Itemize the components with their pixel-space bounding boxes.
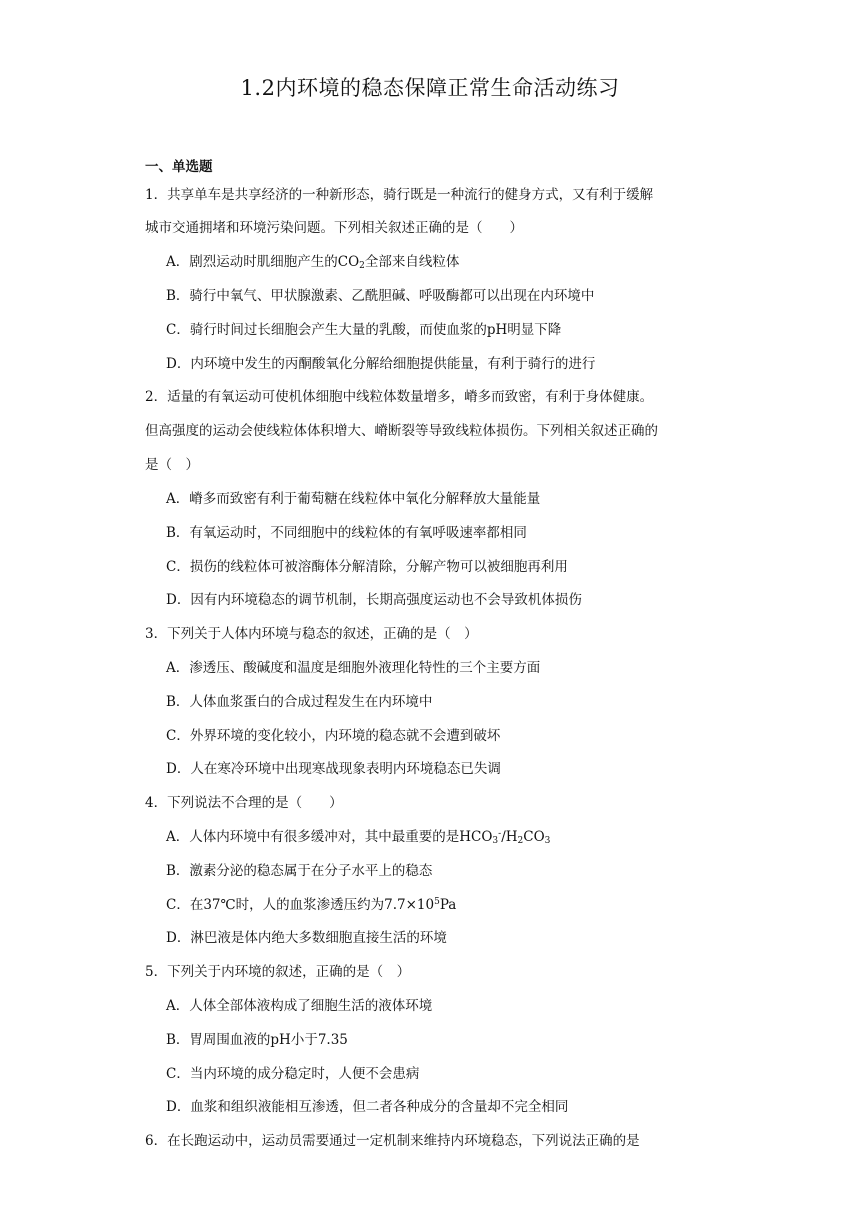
question-3-option-a: A．渗透压、酸碱度和温度是细胞外液理化特性的三个主要方面 [166,660,541,676]
question-1-line-2: 城市交通拥堵和环境污染问题。下列相关叙述正确的是（ ） [145,220,523,236]
question-1-option-a: A．剧烈运动时肌细胞产生的$CO_2$全部来自线粒体 [166,254,460,271]
question-4-option-b: B．激素分泌的稳态属于在分子水平上的稳态 [166,863,433,879]
question-3-option-c: C．外界环境的变化较小，内环境的稳态就不会遭到破坏 [166,728,501,744]
section-heading: 一、单选题 [145,159,213,175]
question-4-option-a: A．人体内环境中有很多缓冲对，其中最重要的是$HCO_3^-/H_2CO_3$ [166,829,551,846]
question-3-option-d: D．人在寒冷环境中出现寒战现象表明内环境稳态已失调 [166,761,501,777]
question-4-option-d: D．淋巴液是体内绝大多数细胞直接生活的环境 [166,930,447,946]
question-5-option-c: C．当内环境的成分稳定时，人便不会患病 [166,1066,420,1082]
page-title: 1.2内环境的稳态保障正常生命活动练习 [240,76,620,100]
question-1-line-1: 1．共享单车是共享经济的一种新形态，骑行既是一种流行的健身方式，又有利于缓解 [145,187,654,203]
question-2-line-1: 2．适量的有氧运动可使机体细胞中线粒体数量增多，嵴多而致密，有利于身体健康。 [145,389,654,405]
question-2-option-b: B．有氧运动时，不同细胞中的线粒体的有氧呼吸速率都相同 [166,525,527,541]
question-1-option-d: D．内环境中发生的丙酮酸氧化分解给细胞提供能量，有利于骑行的进行 [166,356,596,372]
question-2-line-3: 是（ ） [145,457,199,473]
question-4-option-c: C．在37℃时，人的血浆渗透压约为$7.7\times 10^5Pa$ [166,897,457,913]
question-5-option-d: D．血浆和组织液能相互渗透，但二者各种成分的含量却不完全相同 [166,1099,569,1115]
question-2-line-2: 但高强度的运动会使线粒体体积增大、嵴断裂等导致线粒体损伤。下列相关叙述正确的 [145,423,658,439]
question-2-option-c: C．损伤的线粒体可被溶酶体分解清除，分解产物可以被细胞再利用 [166,559,568,575]
question-3-line-1: 3．下列关于人体内环境与稳态的叙述，正确的是（ ） [145,626,478,642]
question-5-option-a: A．人体全部体液构成了细胞生活的液体环境 [166,998,433,1014]
question-1-option-c: C．骑行时间过长细胞会产生大量的乳酸，而使血浆的pH明显下降 [166,322,562,338]
question-5-option-b: B．胃周围血液的pH小于7.35 [166,1032,348,1048]
question-1-option-b: B．骑行中氧气、甲状腺激素、乙酰胆碱、呼吸酶都可以出现在内环境中 [166,288,595,304]
question-2-option-a: A．嵴多而致密有利于葡萄糖在线粒体中氧化分解释放大量能量 [166,491,541,507]
question-6-line-1: 6．在长跑运动中，运动员需要通过一定机制来维持内环境稳态，下列说法正确的是 [145,1133,640,1149]
question-2-option-d: D．因有内环境稳态的调节机制，长期高强度运动也不会导致机体损伤 [166,592,582,608]
question-3-option-b: B．人体血浆蛋白的合成过程发生在内环境中 [166,694,433,710]
question-5-line-1: 5．下列关于内环境的叙述，正确的是（ ） [145,964,411,980]
question-4-line-1: 4．下列说法不合理的是（ ） [145,795,343,811]
